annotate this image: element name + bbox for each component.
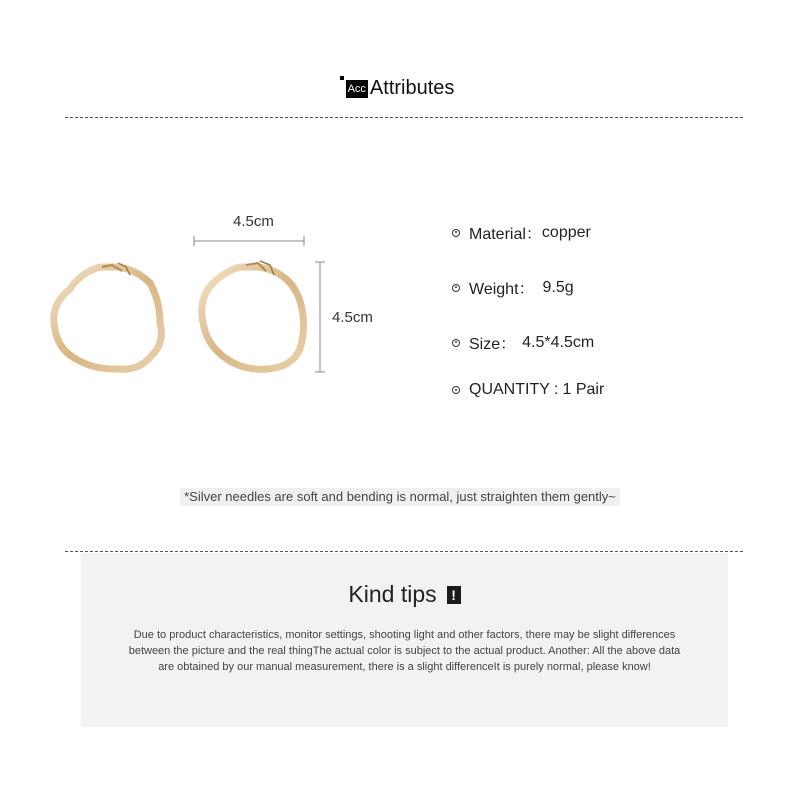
bullet-icon (452, 339, 460, 347)
bottom-divider (65, 551, 743, 552)
bullet-icon (452, 229, 460, 237)
spec-value: 1 Pair (562, 381, 605, 398)
width-label: 4.5cm (233, 213, 274, 230)
silver-needle-notice (0, 488, 800, 506)
header-title: Attributes (369, 77, 455, 99)
tips-title: Kind tips (348, 581, 437, 607)
spec-weight (452, 276, 574, 299)
tips-body: Due to product characteristics, monitor settings, shooting light and other factors, there may be slight differences between the picture and the real thingThe actual color is subject to the actual product. Another: All the above data are obtained by our manual measurement, there is a slight differenceIt is purely normal, please know! (128, 629, 681, 673)
kind-tips-box (81, 553, 728, 727)
spec-material (452, 221, 591, 244)
top-divider (65, 117, 743, 118)
spec-label: QUANTITY : (469, 381, 559, 398)
earring-illustration (40, 205, 400, 395)
acc-badge: Acc (346, 80, 368, 98)
left-hoop (54, 267, 162, 369)
exclamation-icon: ! (447, 586, 461, 604)
attributes-header (0, 76, 800, 100)
earring-image (40, 205, 400, 395)
spec-value: copper (541, 223, 591, 241)
spec-label: Size： (469, 336, 517, 353)
spec-label: Material： (469, 226, 542, 243)
notice-text: *Silver needles are soft and bending is normal, just straighten them gently~ (180, 488, 620, 506)
spec-value: 9.5g (542, 278, 574, 296)
bullet-icon (452, 284, 460, 292)
spec-label: Weight： (469, 281, 535, 298)
spec-value: 4.5*4.5cm (522, 333, 595, 351)
spec-quantity (452, 381, 604, 399)
spec-size (452, 331, 594, 354)
height-label: 4.5cm (332, 309, 373, 326)
right-hoop (202, 267, 304, 369)
header-dot (340, 76, 344, 80)
tips-heading (81, 581, 728, 608)
bullet-icon (452, 386, 460, 394)
